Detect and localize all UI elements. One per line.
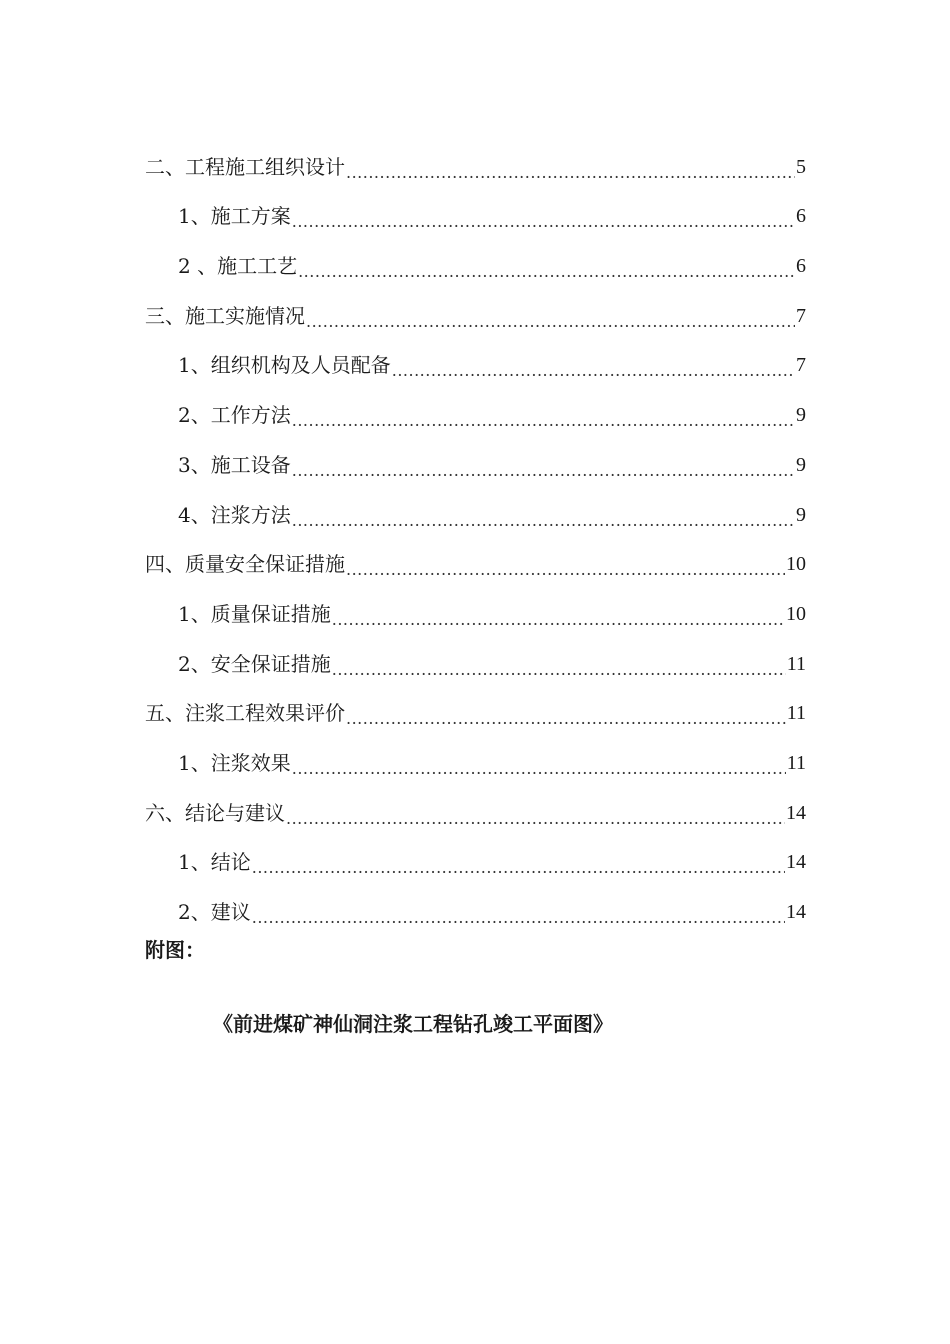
toc-entry-title: 3、施工设备 [178,452,291,477]
toc-dot-leader [292,199,795,233]
toc-entry-page: 11 [786,702,806,725]
toc-dot-leader [286,796,785,830]
toc-entry-title: 1、组织机构及人员配备 [178,353,391,378]
toc-dot-leader [292,398,795,432]
toc-entry[interactable] [145,184,806,234]
toc-dot-leader [252,895,785,929]
toc-entry-page: 11 [786,751,806,774]
toc-dot-leader [392,348,795,382]
toc-entry-page: 14 [786,801,806,824]
toc-dot-leader [292,746,786,780]
toc-entry-title: 二、工程施工组织设计 [145,154,345,179]
table-of-contents [145,134,806,929]
toc-entry-title: 1、结论 [178,850,251,875]
toc-dot-leader [292,498,795,532]
toc-entry-page: 9 [796,453,806,476]
toc-entry-page: 6 [796,205,806,228]
toc-entry-title: 4、注浆方法 [178,502,291,527]
toc-entry-page: 14 [786,851,806,874]
toc-dot-leader [346,547,785,581]
toc-entry-title: 五、注浆工程效果评价 [145,701,345,726]
toc-entry[interactable] [145,233,806,283]
toc-entry-title: 六、结论与建议 [145,800,285,825]
toc-entry-page: 10 [786,602,806,625]
toc-entry[interactable] [145,333,806,383]
toc-entry-title: 2、安全保证措施 [178,651,331,676]
toc-dot-leader [298,249,795,283]
toc-entry-page: 11 [786,652,806,675]
toc-entry[interactable] [145,780,806,830]
toc-dot-leader [346,696,786,730]
toc-entry[interactable] [145,432,806,482]
toc-entry[interactable] [145,581,806,631]
toc-entry[interactable] [145,681,806,731]
toc-entry-page: 5 [796,155,806,178]
toc-entry-title: 1、质量保证措施 [178,601,331,626]
toc-dot-leader [292,448,795,482]
toc-entry[interactable] [145,631,806,681]
toc-entry-page: 10 [786,553,806,576]
toc-entry[interactable] [145,283,806,333]
toc-entry-page: 7 [796,354,806,377]
appendix-heading: 附图： [145,938,205,962]
toc-entry[interactable] [145,879,806,929]
toc-entry-page: 6 [796,255,806,278]
toc-entry[interactable] [145,482,806,532]
toc-entry[interactable] [145,532,806,582]
toc-entry-title: 2 、施工工艺 [178,254,298,279]
toc-entry-title: 1、施工方案 [178,204,291,229]
toc-dot-leader [252,845,785,879]
toc-dot-leader [306,299,795,333]
toc-entry-page: 9 [796,404,806,427]
toc-entry[interactable] [145,830,806,880]
toc-entry[interactable] [145,134,806,184]
toc-dot-leader [332,597,785,631]
toc-entry-title: 1、注浆效果 [178,750,291,775]
toc-entry-page: 14 [786,901,806,923]
toc-dot-leader [346,150,795,184]
toc-dot-leader [332,647,786,681]
toc-entry-title: 2、工作方法 [178,403,291,428]
toc-entry-page: 7 [796,304,806,327]
toc-entry-title: 2、建议 [178,900,251,924]
toc-entry-title: 三、施工实施情况 [145,303,305,328]
toc-entry-page: 9 [796,503,806,526]
toc-entry[interactable] [145,730,806,780]
toc-entry-title: 四、质量安全保证措施 [145,552,345,577]
toc-entry[interactable] [145,382,806,432]
appendix-figure-title: 《前进煤矿神仙洞注浆工程钻孔竣工平面图》 [213,1012,613,1036]
